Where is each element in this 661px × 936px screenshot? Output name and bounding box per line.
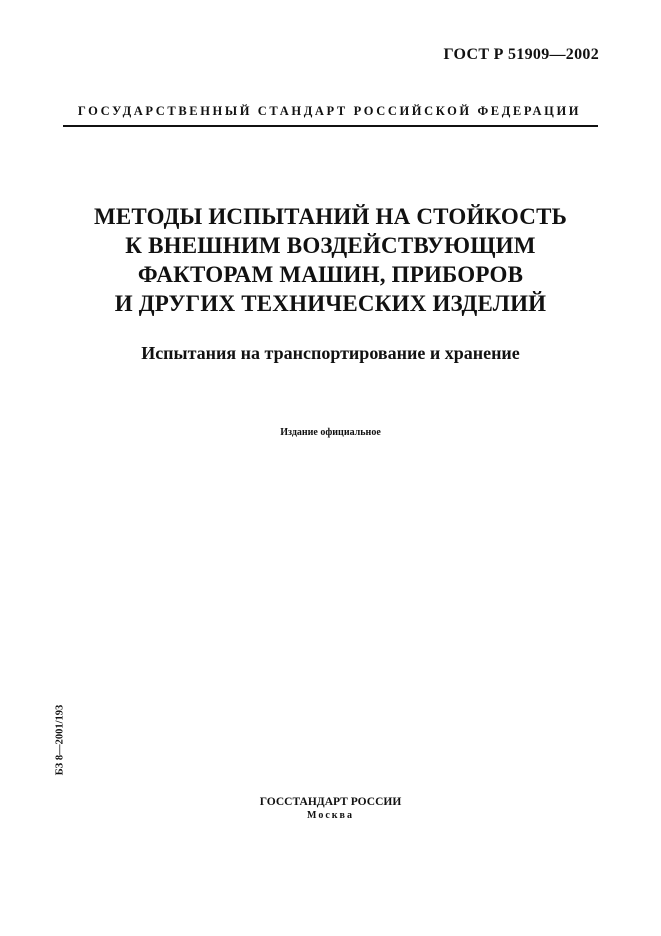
document-title: [0, 202, 661, 318]
title-line: И ДРУГИХ ТЕХНИЧЕСКИХ ИЗДЕЛИЙ: [114, 291, 547, 316]
header-rule: [63, 125, 598, 127]
side-code-container: [52, 690, 68, 790]
title-line: МЕТОДЫ ИСПЫТАНИЙ НА СТОЙКОСТЬ: [93, 204, 568, 229]
publisher: ГОССТАНДАРТ РОССИИ: [259, 796, 402, 808]
document-subtitle: Испытания на транспортирование и хранение: [141, 343, 520, 363]
standard-number: ГОСТ Р 51909—2002: [443, 46, 599, 63]
title-line: ФАКТОРАМ МАШИН, ПРИБОРОВ: [137, 262, 524, 287]
title-line: К ВНЕШНИМ ВОЗДЕЙСТВУЮЩИМ: [125, 233, 536, 258]
state-standard-header: ГОСУДАРСТВЕННЫЙ СТАНДАРТ РОССИЙСКОЙ ФЕДЕРАЦИИ: [77, 104, 582, 118]
edition-note: Издание официальное: [280, 427, 381, 438]
city: Москва: [307, 810, 354, 821]
side-code: БЗ 8—2001/193: [54, 704, 66, 776]
